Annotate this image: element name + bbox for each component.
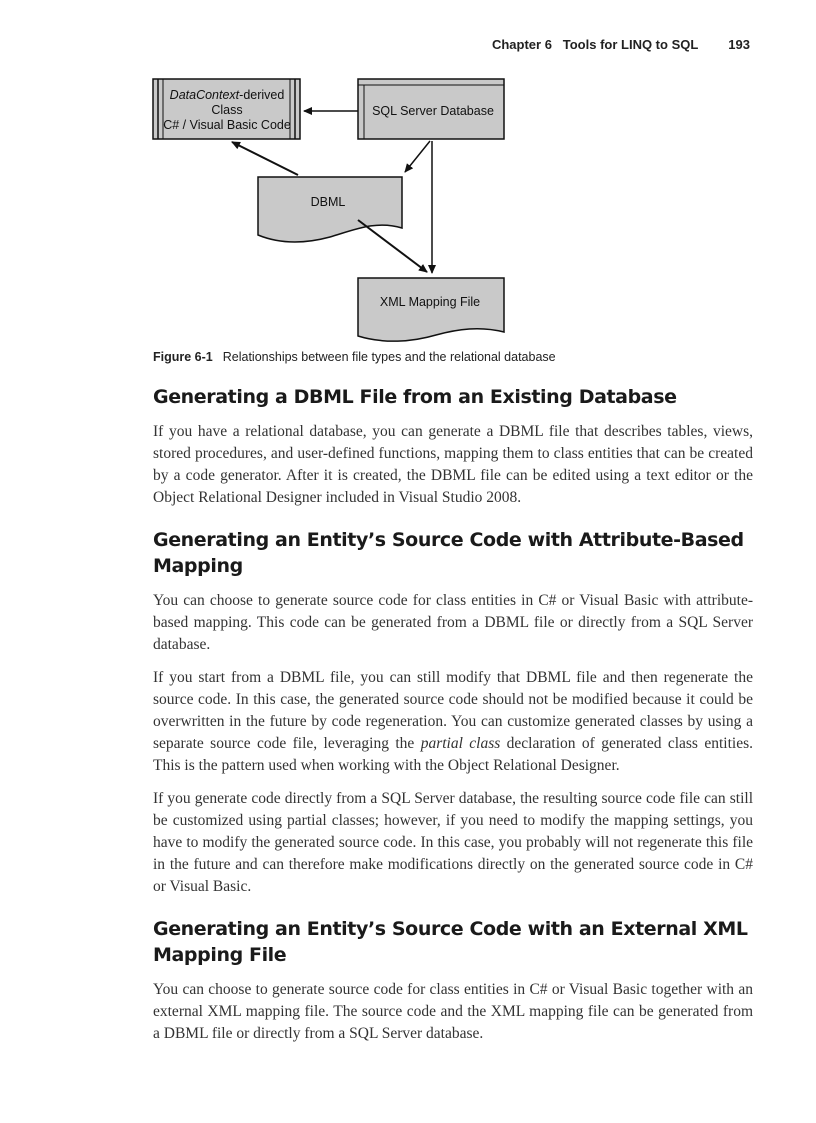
paragraph-dbml-description: If you have a relational database, you can generate a DBML file that describes tables, views, stored procedures, and user-defined functions, mapping them to class entities that can be created by a code generator. After it is created, the DBML file can be edited using a text editor or the Object Relational Designer included in Visual Studio 2008. [153,423,753,506]
body-content [153,384,753,1056]
paragraph-attribute-dbml-start [153,667,753,777]
dbml-document-shape [258,177,402,242]
paragraph-partial-a: If you start from a DBML file, you can still modify that DBML file and then regenerate the source code. In this case, the generated source code should not be modified because it could be overwritten in the future by code regeneration. You can customize generated classes by using a separate source code file, leveraging the [153,669,753,752]
xml-mapping-file-shape [358,278,504,341]
partial-class-emphasis: partial class [420,735,501,752]
svg-text:DataContext-derived [170,88,285,102]
datacontext-class-box [153,79,300,139]
datacontext-label-italic: DataContext [169,88,240,102]
datacontext-label-class: Class [211,103,243,117]
figure-caption-label: Figure 6-1 [153,350,213,364]
page-number: 193 [728,37,750,52]
dbml-label: DBML [310,195,346,209]
chapter-title: Chapter 6 Tools for LINQ to SQL [491,37,699,52]
running-header [492,37,750,52]
datacontext-label-code: C# / Visual Basic Code [163,118,291,132]
paragraph-attribute-sql-start: If you generate code directly from a SQL Server database, the resulting source code file can still be customized using partial classes; however, if you need to modify the mapping settings, you have to modify the generated source code. In this case, you probably will not regenerate this file in the future and can therefore make modifications directly on the generated source code in C# or Visual Basic. [153,790,753,895]
sql-server-database-box [358,79,504,139]
datacontext-label-rest: -derived [239,88,285,102]
paragraph-external-xml: You can choose to generate source code for class entities in C# or Visual Basic together with an external XML mapping file. The source code and the XML mapping file can be generated from a DBML file or directly from a SQL Server database. [153,981,753,1042]
figure-diagram [140,70,520,342]
arrow-dbml-to-datacontext [232,142,298,175]
xml-mapping-label: XML Mapping File [379,295,481,309]
heading-attribute-based-mapping: Generating an Entity’s Source Code with Attribute-Based Mapping [153,529,744,577]
heading-generating-dbml: Generating a DBML File from an Existing Database [153,386,677,408]
arrow-dbml-to-xml [358,220,427,272]
heading-external-xml-mapping: Generating an Entity’s Source Code with an External XML Mapping File [153,918,748,966]
figure-caption-text: Relationships between file types and the relational database [222,350,556,364]
paragraph-attribute-intro: You can choose to generate source code for class entities in C# or Visual Basic with attribute-based mapping. This code can be generated from a DBML file or directly from a SQL Server database. [153,592,753,653]
paragraph-partial-b: declaration of generated class entities. This is the pattern used when working with the Object Relational Designer. [153,735,753,774]
figure-caption [153,350,556,364]
arrow-sql-to-dbml [405,141,430,172]
sql-server-label: SQL Server Database [372,104,494,118]
